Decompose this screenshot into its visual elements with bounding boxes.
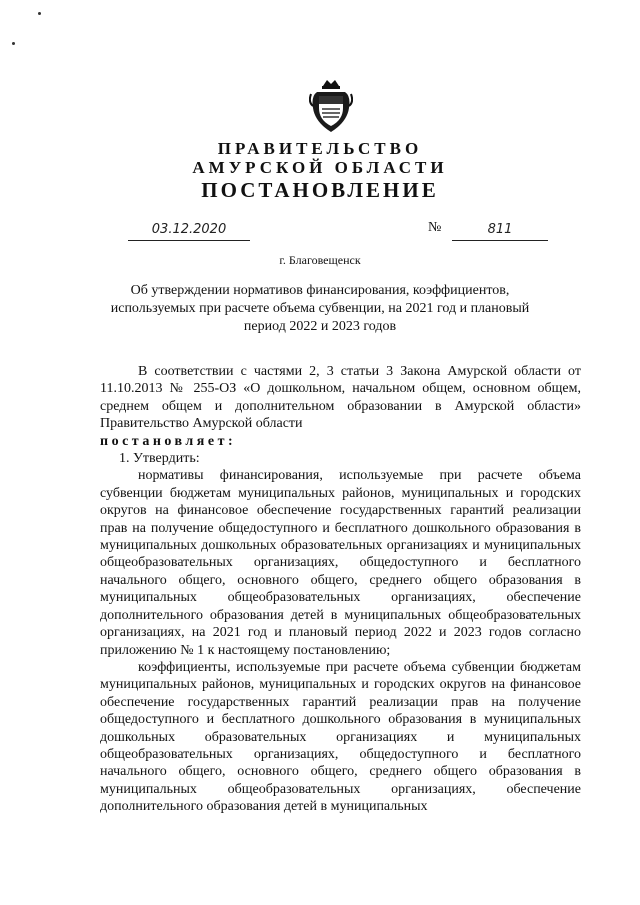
document-title: Об утверждении нормативов финансирования, коэффициентов, используемых при расчете объема субвенции, на 2021 год и плановый период 2022 и 2023 годов bbox=[110, 283, 530, 334]
item-1-heading: 1. Утвердить: bbox=[119, 451, 200, 467]
issuing-city: г. Благовещенск bbox=[279, 253, 361, 267]
government-name-line2: АМУРСКОЙ ОБЛАСТИ bbox=[192, 158, 448, 177]
document-date: 03.12.2020 bbox=[128, 222, 250, 241]
document-body bbox=[100, 363, 581, 816]
coat-of-arms-emblem bbox=[309, 78, 353, 134]
document-type-heading: ПОСТАНОВЛЕНИЕ bbox=[201, 178, 439, 202]
coefficients-paragraph: коэффициенты, используемые при расчете объема субвенции бюджетам муниципальных районов, муниципальных и городских округов на финансовое обеспечение государственных гарантий реализации прав на получение общедоступного и бесплатного дошкольного образования в муниципальных дошкольных образовательных организациях и муниципальных общеобразовательных организациях, общедоступного и бесплатного начального общего, основного общего, среднего общего образования в муниципальных общеобразовательных организациях, обеспечение дополнительного образования детей в муниципальных bbox=[100, 659, 581, 815]
government-name-line1: ПРАВИТЕЛЬСТВО bbox=[217, 139, 423, 158]
norms-paragraph: нормативы финансирования, используемые при расчете объема субвенции бюджетам муниципальных районов, муниципальных и городских округов на финансовое обеспечение государственных гарантий реализации прав на получение общедоступного и бесплатного дошкольного образования в муниципальных дошкольных образовательных организациях и муниципальных общеобразовательных организациях, общедоступного и бесплатного начального общего, основного общего, среднего общего образования в муниципальных общеобразовательных организациях, обеспечение дополнительного образования детей в муниципальных общеобразовательных организациях, на 2021 год и плановый период 2022 и 2023 годов согласно приложению № 1 к настоящему постановлению; bbox=[100, 468, 581, 658]
document-number: 811 bbox=[452, 222, 548, 241]
scan-speck bbox=[12, 42, 15, 45]
scan-speck bbox=[38, 12, 41, 15]
preamble-paragraph: В соответствии с частями 2, 3 статьи 3 Закона Амурской области от 11.10.2013 № 255-ОЗ «О дошкольном, начальном общем, основном общем, среднем общем и дополнительном образовании в Амурской области» Правительство Амурской области bbox=[100, 364, 581, 432]
number-label: № bbox=[428, 220, 442, 235]
resolution-keyword: постановляет: bbox=[100, 433, 237, 449]
